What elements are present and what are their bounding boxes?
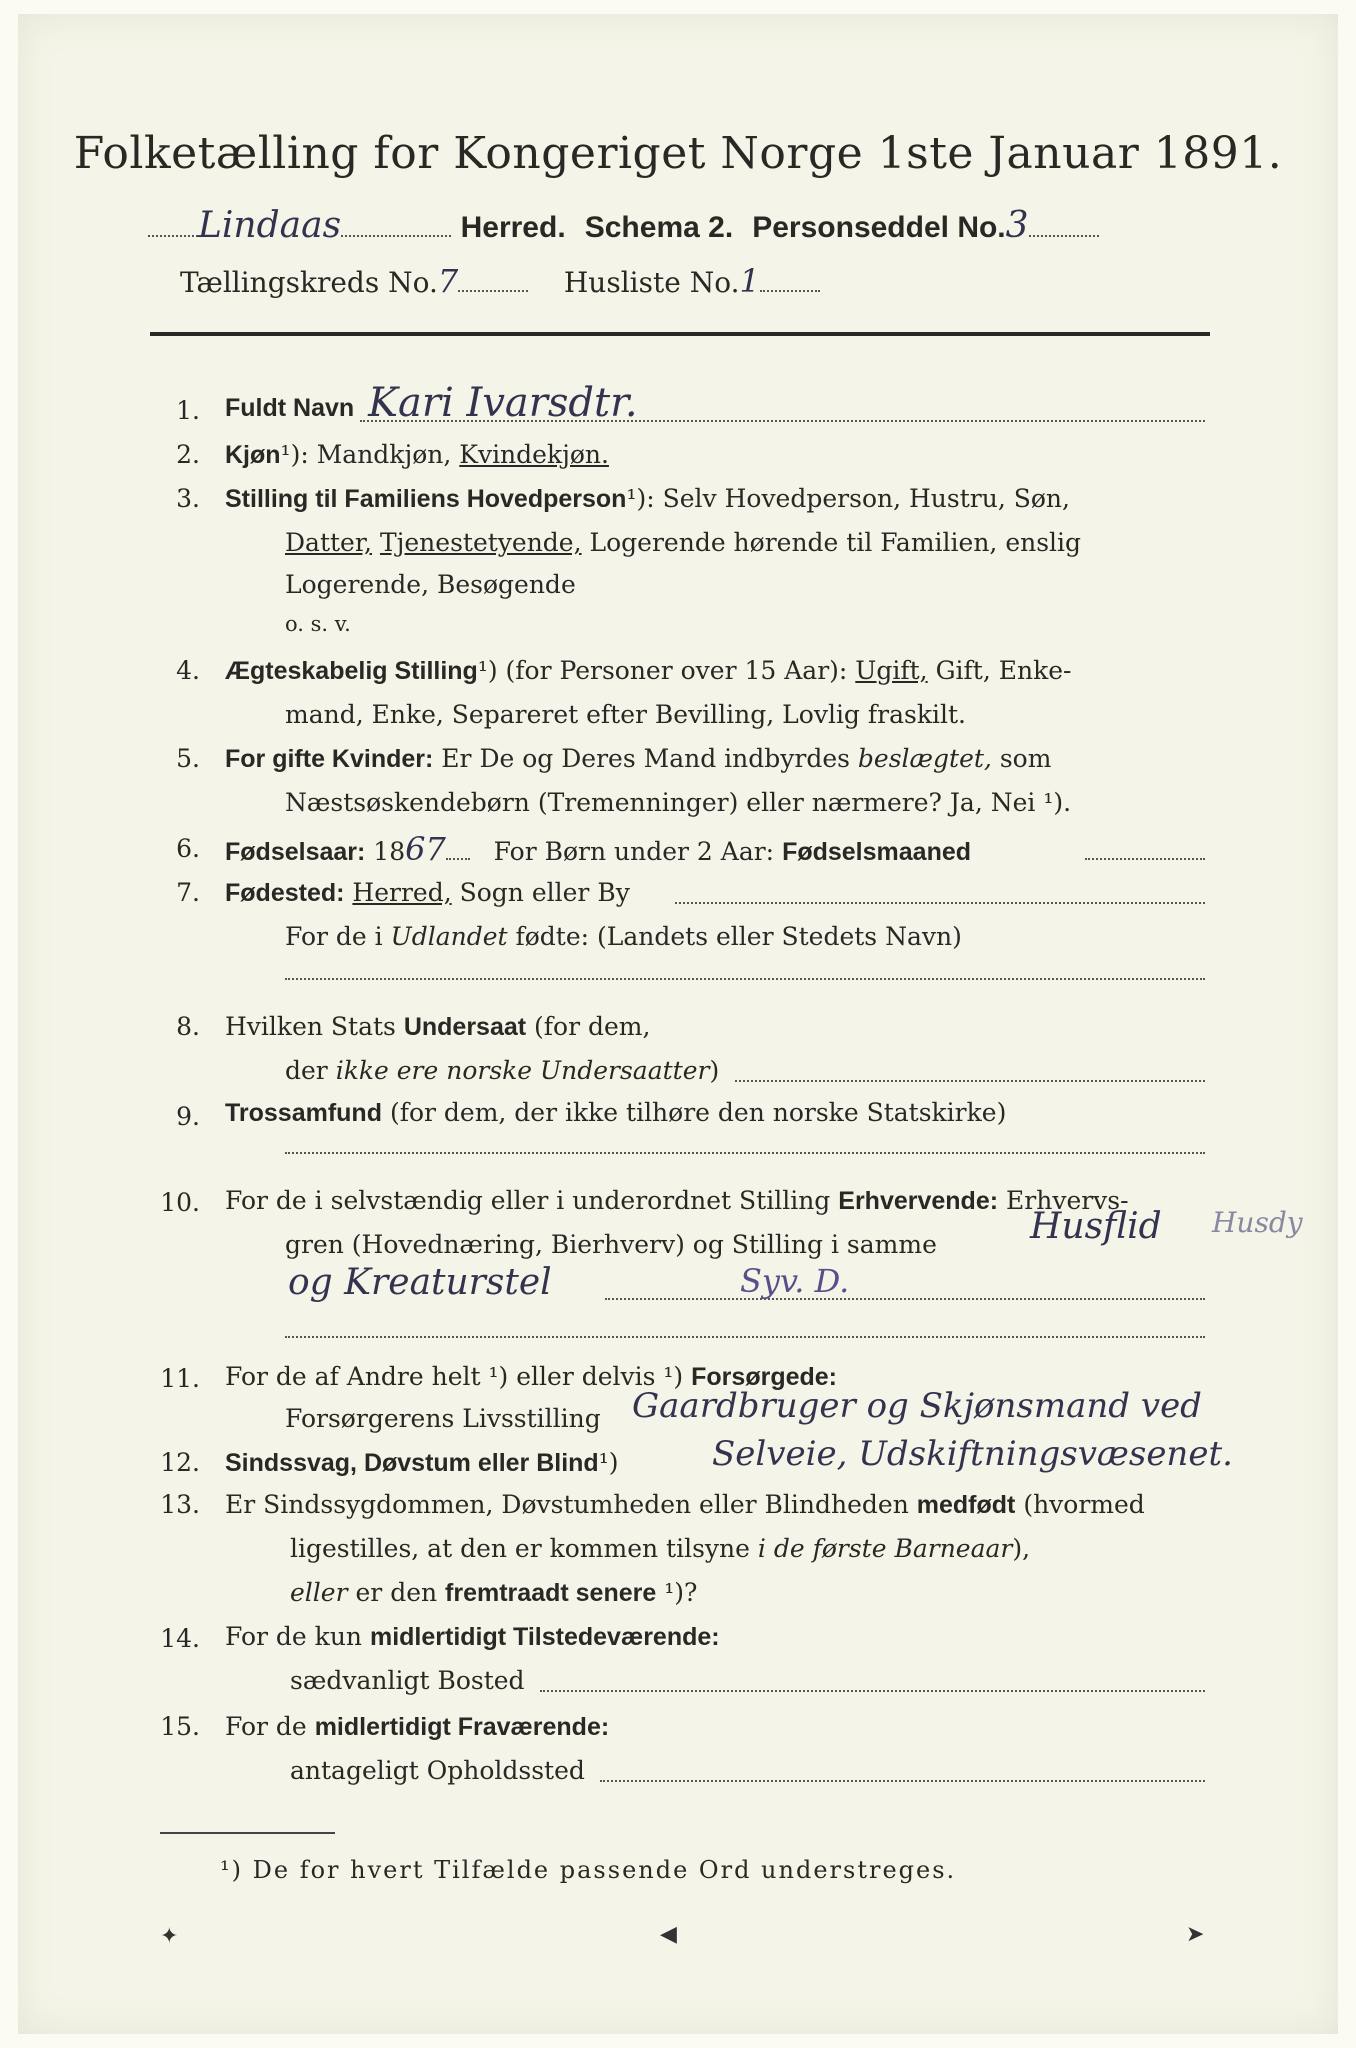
- q1-label: Fuldt Navn: [225, 394, 355, 422]
- q4-line1-post: Gift, Enke-: [935, 656, 1072, 685]
- kreds-value: 7: [437, 262, 459, 300]
- q6-number: 6.: [176, 834, 200, 863]
- q10-line1-c: Erhvervs-: [1006, 1186, 1129, 1215]
- q9-line: [225, 1098, 1006, 1128]
- q10-dotline-1: [605, 1298, 1205, 1300]
- q7-line-1: [225, 878, 630, 908]
- q12-sup: ¹): [598, 1448, 619, 1477]
- husliste-value: 1: [739, 262, 760, 300]
- q13-line2-a: ligestilles, at den er kommen tilsyne: [290, 1534, 750, 1563]
- q7-dotline-2: [285, 978, 1205, 980]
- q8-line1-b: Undersaat: [403, 1013, 527, 1041]
- q3-line1-rest: ¹): Selv Hovedperson, Hustru, Søn,: [626, 484, 1070, 513]
- q7-line2-b: fødte: (Landets eller Stedets Navn): [515, 922, 962, 951]
- personseddel-label: Personseddel No.: [752, 211, 1006, 244]
- q13-line-2: [290, 1534, 1030, 1563]
- q2-label: Kjøn: [225, 441, 281, 469]
- q3-line-4: o. s. v.: [285, 612, 351, 636]
- q12-number: 12.: [160, 1448, 200, 1477]
- q10-hw-line2: og Kreaturstel: [288, 1262, 552, 1303]
- registration-mark-right: ➤: [1186, 1922, 1205, 1947]
- q6-prefix: 18: [373, 837, 406, 866]
- q12-line: [225, 1448, 619, 1478]
- husliste-label: Husliste No.: [563, 266, 740, 299]
- q14-line-1: [225, 1622, 720, 1652]
- q13-line-1: [225, 1490, 1145, 1520]
- q8-dotline: [735, 1080, 1205, 1082]
- q3-line-1: [225, 484, 1070, 514]
- q11-line-2: Forsørgerens Livsstilling: [285, 1404, 601, 1433]
- q2-sup: ¹):: [280, 440, 309, 469]
- q13-line3-a: er den: [355, 1578, 438, 1607]
- q7-dotline-1: [675, 902, 1205, 904]
- q15-line1-b: midlertidigt Fraværende:: [314, 1713, 610, 1741]
- q14-number: 14.: [160, 1624, 200, 1653]
- q8-line1-c: (for dem,: [534, 1012, 651, 1041]
- q8-line2-italic: ikke ere norske Undersaatter: [335, 1056, 710, 1085]
- q10-hw-occupation: Husflid: [1030, 1206, 1162, 1247]
- q10-line-1: [225, 1186, 1129, 1216]
- q13-line2-b: ),: [1012, 1534, 1031, 1563]
- q2-line: [225, 440, 609, 470]
- q13-line1-a: Er Sindssygdommen, Døvstumheden eller Blindheden: [225, 1490, 909, 1519]
- q11-line1-a: For de af Andre helt ¹) eller delvis ¹): [225, 1362, 684, 1391]
- q3-tjeneste: Tjenestetyende,: [379, 528, 582, 557]
- q13-line-3: [290, 1578, 697, 1608]
- q3-line-2: [285, 528, 1081, 557]
- q7-label: Fødested:: [225, 879, 345, 907]
- q8-line1-a: Hvilken Stats: [225, 1012, 396, 1041]
- herred-value: Lindaas: [198, 205, 342, 246]
- q6-line: [225, 830, 971, 868]
- kreds-label: Tællingskreds No.: [180, 266, 438, 299]
- q5-line1-a: Er De og Deres Mand indbyrdes: [441, 744, 850, 773]
- q14-line1-b: midlertidigt Tilstedeværende:: [369, 1623, 720, 1651]
- q4-ugift: Ugift,: [855, 656, 928, 685]
- q8-number: 8.: [176, 1012, 200, 1041]
- q7-line2-italic: Udlandet: [390, 922, 508, 951]
- q15-line-1: [225, 1712, 609, 1742]
- q13-line3-italic: eller: [290, 1578, 348, 1607]
- q12-label: Sindssvag, Døvstum eller Blind: [225, 1449, 599, 1477]
- schema-label: Schema 2.: [584, 211, 734, 244]
- q8-line2-b: ): [709, 1056, 720, 1085]
- q14-dotline: [540, 1690, 1205, 1692]
- q10-dotline-2: [285, 1336, 1205, 1338]
- q5-line1-b: som: [999, 744, 1052, 773]
- q6-dotline: [1085, 858, 1205, 860]
- q5-line1-italic: beslægtet,: [857, 744, 992, 773]
- q14-line1-a: For de kun: [225, 1622, 363, 1651]
- q6-mid: For Børn under 2 Aar:: [493, 837, 775, 866]
- q13-line1-c: (hvormed: [1023, 1490, 1145, 1519]
- q9-dotline: [285, 1152, 1205, 1154]
- q13-line3-c: ¹)?: [664, 1578, 698, 1607]
- q7-line-2: [285, 922, 962, 951]
- q8-line-2: [285, 1056, 719, 1085]
- q13-line2-italic: i de første Barneaar: [757, 1534, 1013, 1563]
- q10-line1-a: For de i selvstændig eller i underordnet Stilling: [225, 1186, 831, 1215]
- registration-mark-center: ◀: [660, 1922, 677, 1947]
- q1-number: 1.: [176, 396, 200, 425]
- q1-value: Kari Ivarsdtr.: [368, 380, 638, 426]
- q4-line-1: [225, 656, 1071, 686]
- q4-line-2: mand, Enke, Separeret efter Bevilling, Lovlig fraskilt.: [285, 700, 966, 729]
- q7-herred: Herred,: [352, 878, 452, 907]
- header-line-2: [180, 262, 820, 300]
- q12-hw: Selveie, Udskiftningsvæsenet.: [712, 1434, 1233, 1474]
- q9-rest: (for dem, der ikke tilhøre den norske Statskirke): [389, 1098, 1007, 1127]
- q3-datter: Datter,: [285, 528, 372, 557]
- q14-line-2: sædvanligt Bosted: [290, 1666, 525, 1695]
- q9-label: Trossamfund: [225, 1099, 382, 1127]
- q10-line1-b: Erhvervende:: [838, 1187, 999, 1215]
- q15-dotline: [600, 1780, 1205, 1782]
- personseddel-value: 3: [1005, 205, 1029, 246]
- q15-number: 15.: [160, 1712, 200, 1741]
- q3-line-3: Logerende, Besøgende: [285, 570, 576, 599]
- q11-hw: Gaardbruger og Skjønsmand ved: [632, 1386, 1202, 1426]
- q5-line-1: [225, 744, 1051, 774]
- form-title: Folketælling for Kongeriget Norge 1ste Januar 1891.: [73, 128, 1283, 179]
- registration-mark-left: ✦: [160, 1924, 179, 1949]
- q1-dotline: [360, 420, 1205, 422]
- q5-label: For gifte Kvinder:: [225, 745, 434, 773]
- q11-line1-b: Forsørgede:: [691, 1363, 837, 1391]
- q6-label: Fødselsaar:: [225, 838, 366, 866]
- q2-opt-kvinde: Kvindekjøn.: [459, 440, 609, 469]
- q8-line-1: [225, 1012, 650, 1042]
- header-line-1: [148, 205, 1099, 246]
- footnote-rule: [160, 1832, 335, 1834]
- q13-line3-b: fremtraadt senere: [445, 1579, 657, 1607]
- q2-number: 2.: [176, 440, 200, 469]
- q10-line-2: [285, 1230, 937, 1259]
- q13-number: 13.: [160, 1490, 200, 1519]
- q13-line1-b: medfødt: [916, 1491, 1016, 1519]
- q2-opt-mand: Mandkjøn,: [316, 440, 452, 469]
- herred-label: Herred.: [460, 211, 566, 244]
- q15-line-2: antageligt Opholdssted: [290, 1756, 585, 1785]
- q6-label2: Fødselsmaaned: [782, 838, 972, 866]
- form-sheet: [18, 14, 1338, 2034]
- q4-line1-pre: ¹) (for Personer over 15 Aar):: [477, 656, 848, 685]
- header-rule: [150, 332, 1210, 336]
- q7-number: 7.: [176, 878, 200, 907]
- q3-label: Stilling til Familiens Hovedperson: [225, 485, 627, 513]
- q5-line-2: Næstsøskendebørn (Tremenninger) eller nærmere? Ja, Nei ¹).: [285, 788, 1072, 817]
- q6-value: 67: [405, 830, 446, 868]
- q3-line2-rest: Logerende hørende til Familien, enslig: [589, 528, 1082, 557]
- q3-number: 3.: [176, 484, 200, 513]
- q11-number: 11.: [160, 1364, 200, 1393]
- q7-line2-a: For de i: [285, 922, 383, 951]
- q5-number: 5.: [176, 744, 200, 773]
- q8-line2-a: der: [285, 1056, 328, 1085]
- q10-hw-occupation-cont: Husdy: [1212, 1206, 1303, 1239]
- q7-line1-rest: Sogn eller By: [459, 878, 630, 907]
- q10-line2: gren (Hovednæring, Bierhverv) og Stilling i samme: [285, 1230, 937, 1259]
- q10-number: 10.: [160, 1188, 200, 1217]
- q9-number: 9.: [176, 1102, 200, 1131]
- q10-hw-code: Syv. D.: [740, 1262, 850, 1300]
- q4-number: 4.: [176, 656, 200, 685]
- q15-line1-a: For de: [225, 1712, 307, 1741]
- footnote: ¹) De for hvert Tilfælde passende Ord understreges.: [220, 1856, 957, 1884]
- q4-label: Ægteskabelig Stilling: [225, 657, 478, 685]
